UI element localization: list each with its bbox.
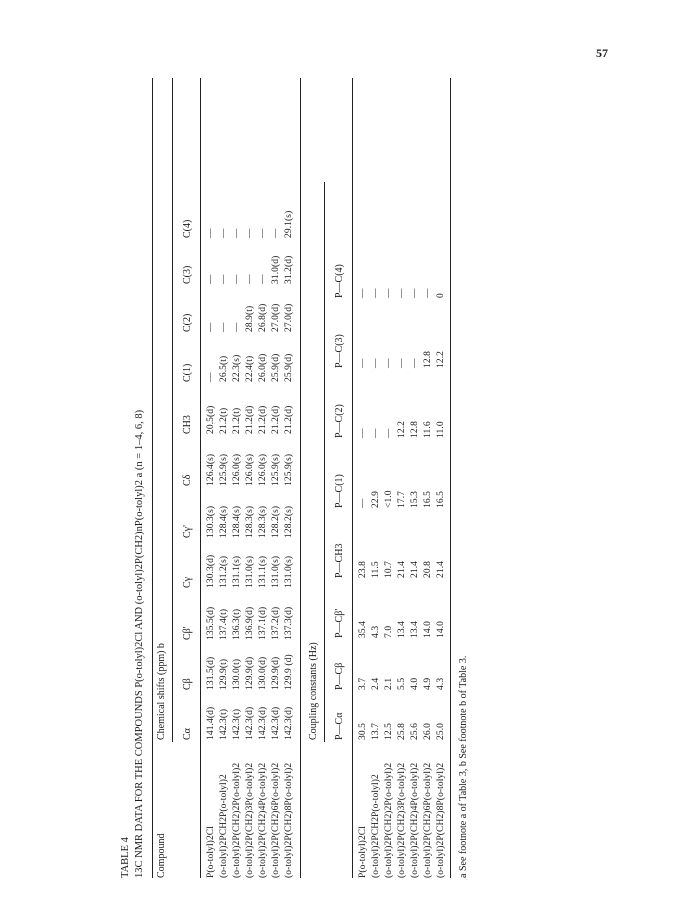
coupling-value: — <box>384 428 394 438</box>
shift-value: 130.3(d) <box>206 554 216 588</box>
shift-col-header: Cβ <box>182 678 193 690</box>
shift-value: — <box>219 274 229 284</box>
shift-value: 126.0(s) <box>232 453 242 486</box>
page-number: 57 <box>596 46 608 60</box>
compound-name: (o-tolyl)2P(CH2)4P(o-tolyl)2 <box>410 762 420 878</box>
coupling-value: — <box>397 358 407 368</box>
shift-value: 131.0(s) <box>245 555 255 588</box>
coupling-value: 13.4 <box>410 620 420 638</box>
shift-value: 129.9(t) <box>219 658 229 690</box>
shift-value: 131.2(s) <box>219 555 229 588</box>
shift-value: 142.3(t) <box>232 708 242 740</box>
shift-value: 22.3(s) <box>232 354 242 382</box>
coupling-value: 22.9 <box>371 490 381 508</box>
shift-value: 137.2(d) <box>271 606 281 640</box>
shift-value: 131.0(s) <box>284 555 294 588</box>
shift-value: 137.1(d) <box>258 606 268 640</box>
shift-value: 26.8(d) <box>258 303 268 332</box>
compound-name: (o-tolyl)2PCH2P(o-tolyl)2 <box>371 774 381 878</box>
shift-value: 125.9(s) <box>271 453 281 486</box>
compound-name: (o-tolyl)2P(CH2)6P(o-tolyl)2 <box>423 762 433 878</box>
shift-value: — <box>232 322 242 332</box>
coupling-value: — <box>371 358 381 368</box>
coupling-value: 23.8 <box>358 560 368 578</box>
coupling-value: 11.6 <box>423 421 433 438</box>
coupling-value: 2.1 <box>384 677 394 690</box>
compound-name: (o-tolyl)2P(CH2)8P(o-tolyl)2 <box>436 762 446 878</box>
shift-value: 136.3(t) <box>232 608 242 640</box>
compound-name: (o-tolyl)2PCH2P(o-tolyl)2 <box>219 774 229 878</box>
shift-value: — <box>206 322 216 332</box>
coupling-col-header: P—C(3) <box>334 334 345 368</box>
coupling-value: 0 <box>436 293 446 298</box>
coupling-value: 12.2 <box>436 350 446 368</box>
shift-value: 129.9(d) <box>271 656 281 690</box>
coupling-value: 25.6 <box>410 722 420 740</box>
shift-value: — <box>206 228 216 238</box>
shift-value: 25.9(d) <box>284 353 294 382</box>
table-label: TABLE 4 <box>120 837 131 878</box>
coupling-value: 5.5 <box>397 677 407 690</box>
compound-name: (o-tolyl)2P(CH2)2P(o-tolyl)2 <box>232 762 242 878</box>
compound-name: (o-tolyl)2P(CH2)8P(o-tolyl)2 <box>284 762 294 878</box>
coupling-value: 16.5 <box>423 490 433 508</box>
shift-value: 27.0(d) <box>284 303 294 332</box>
shift-value: 142.3(d) <box>245 706 255 740</box>
shift-value: 129.9 (d) <box>284 654 294 690</box>
shift-col-header: C(4) <box>182 219 193 238</box>
compound-header: Compound <box>156 833 167 878</box>
coupling-value: — <box>358 288 368 298</box>
coupling-value: 12.2 <box>397 420 407 438</box>
shift-value: 137.3(d) <box>284 606 294 640</box>
coupling-value: — <box>410 288 420 298</box>
shift-value: 135.5(d) <box>206 606 216 640</box>
coupling-value: 2.4 <box>371 677 381 690</box>
coupling-value: 17.7 <box>397 490 407 508</box>
shift-value: 28.9(t) <box>245 305 255 332</box>
coupling-value: — <box>358 358 368 368</box>
table-footnote: a See footnote a of Table 3, b See footnote b of Table 3. <box>458 655 469 878</box>
coupling-value: 14.0 <box>423 620 433 638</box>
compound-name: P(o-tolyl)2Cl <box>358 826 368 878</box>
shift-value: 31.2(d) <box>284 255 294 284</box>
coupling-value: 26.0 <box>423 722 433 740</box>
coupling-value: 25.0 <box>436 722 446 740</box>
coupling-value: 12.5 <box>384 722 394 740</box>
shift-value: 26.0(d) <box>258 353 268 382</box>
shift-value: 21.2(d) <box>284 405 294 434</box>
shift-value: 141.4(d) <box>206 706 216 740</box>
compound-name: P(o-tolyl)2Cl <box>206 826 216 878</box>
shift-value: 27.0(d) <box>271 303 281 332</box>
coupling-value: — <box>397 288 407 298</box>
shift-value: 130.3(s) <box>206 505 216 538</box>
shift-value: 21.2(d) <box>245 405 255 434</box>
bottom-rule <box>450 78 451 878</box>
top-rule <box>152 78 153 878</box>
compound-name: (o-tolyl)2P(CH2)2P(o-tolyl)2 <box>384 762 394 878</box>
shift-value: — <box>232 228 242 238</box>
shift-value: 128.2(s) <box>271 505 281 538</box>
coupling-value: <1.0 <box>384 490 394 508</box>
shift-value: 125.9(s) <box>284 453 294 486</box>
shift-col-header: Cα <box>182 728 193 740</box>
shift-value: 25.9(d) <box>271 353 281 382</box>
coupling-value: 21.4 <box>397 560 407 578</box>
coupling-value: 4.0 <box>410 677 420 690</box>
shift-value: — <box>271 228 281 238</box>
shift-value: 131.1(s) <box>258 555 268 588</box>
coupling-value: — <box>358 428 368 438</box>
compound-name: (o-tolyl)2P(CH2)6P(o-tolyl)2 <box>271 762 281 878</box>
shift-value: 128.2(s) <box>284 505 294 538</box>
coupling-value: 4.3 <box>371 625 381 638</box>
shift-value: — <box>219 322 229 332</box>
shift-value: 125.9(s) <box>219 453 229 486</box>
shift-value: 131.0(s) <box>271 555 281 588</box>
coupling-value: 11.5 <box>371 561 381 578</box>
shift-value: 21.2(d) <box>258 405 268 434</box>
coupling-value: — <box>410 358 420 368</box>
shift-value: 142.3(d) <box>284 706 294 740</box>
shift-value: — <box>258 274 268 284</box>
coupling-col-header: P—Cβ <box>334 662 345 690</box>
coupling-value: 12.8 <box>423 350 433 368</box>
coupling-header-rule <box>352 78 353 878</box>
shift-value: 142.3(t) <box>219 708 229 740</box>
shift-value: 130.0(t) <box>232 658 242 690</box>
shift-value: 22.4(t) <box>245 355 255 382</box>
coupling-col-header: P—C(1) <box>334 474 345 508</box>
shift-value: — <box>245 228 255 238</box>
shift-col-header: C(1) <box>182 363 193 382</box>
compound-name: (o-tolyl)2P(CH2)3P(o-tolyl)2 <box>245 762 255 878</box>
coupling-value: 4.9 <box>423 677 433 690</box>
shift-value: — <box>206 372 216 382</box>
coupling-value: — <box>371 428 381 438</box>
coupling-value: 21.4 <box>410 560 420 578</box>
coupling-value: 15.3 <box>410 490 420 508</box>
shift-col-header: Cβ' <box>182 626 193 640</box>
coupling-value: 20.8 <box>423 560 433 578</box>
shift-value: 21.2(d) <box>271 405 281 434</box>
coupling-value: 21.4 <box>436 560 446 578</box>
shift-value: 126.4(s) <box>206 453 216 486</box>
coupling-value: 4.3 <box>436 677 446 690</box>
shift-col-header: Cδ <box>182 474 193 486</box>
coupling-value: 13.4 <box>397 620 407 638</box>
coupling-col-header: P—Cβ' <box>334 608 345 638</box>
shift-value: — <box>245 274 255 284</box>
coupling-value: 12.8 <box>410 420 420 438</box>
coupling-value: 3.7 <box>358 677 368 690</box>
coupling-group-header: Coupling constants (Hz) <box>308 642 319 740</box>
shift-value: — <box>258 228 268 238</box>
shift-value: 29.1(s) <box>284 210 294 238</box>
shift-value: 21.2(t) <box>219 407 229 434</box>
coupling-col-header: P—CH3 <box>334 543 345 578</box>
coupling-value: 10.7 <box>384 560 394 578</box>
shift-value: 128.3(s) <box>245 505 255 538</box>
shift-col-header: Cγ' <box>182 525 193 538</box>
shift-value: 129.9(d) <box>245 656 255 690</box>
shift-value: 142.3(d) <box>271 706 281 740</box>
shift-value: 142.3(d) <box>258 706 268 740</box>
shift-value: 131.1(s) <box>232 555 242 588</box>
shift-value: 137.4(t) <box>219 608 229 640</box>
mid-rule <box>300 78 301 878</box>
shift-value: — <box>206 274 216 284</box>
rotated-table <box>120 78 540 878</box>
shift-value: — <box>219 228 229 238</box>
shift-value: 128.4(s) <box>219 505 229 538</box>
shift-header-rule <box>200 78 201 878</box>
shift-value: 128.4(s) <box>232 505 242 538</box>
shifts-group-rule <box>172 78 173 742</box>
shift-col-header: CH3 <box>182 415 193 434</box>
shift-value: 21.2(t) <box>232 407 242 434</box>
coupling-value: 25.8 <box>397 722 407 740</box>
coupling-value: 13.7 <box>371 722 381 740</box>
shift-value: 20.5(d) <box>206 405 216 434</box>
shifts-group-header: Chemical shifts (ppm) b <box>156 643 167 740</box>
coupling-value: 14.0 <box>436 620 446 638</box>
coupling-value: 11.0 <box>436 421 446 438</box>
shift-col-header: C(2) <box>182 313 193 332</box>
coupling-value: 7.0 <box>384 625 394 638</box>
coupling-value: 35.4 <box>358 620 368 638</box>
coupling-value: — <box>384 288 394 298</box>
shift-col-header: Cγ <box>182 576 193 588</box>
shift-col-header: C(3) <box>182 265 193 284</box>
coupling-value: 16.5 <box>436 490 446 508</box>
shift-value: 128.3(s) <box>258 505 268 538</box>
coupling-group-rule <box>324 182 325 742</box>
shift-value: — <box>232 274 242 284</box>
coupling-col-header: P—C(2) <box>334 404 345 438</box>
shift-value: 31.0(d) <box>271 255 281 284</box>
table-title: 13C NMR DATA FOR THE COMPOUNDS P(o-tolyl)2Cl AND (o-tolyl)2P(CH2)nP(o-tolyl)2 a (n = 1–4, 6, 8) <box>134 409 145 878</box>
coupling-value: 30.5 <box>358 722 368 740</box>
shift-value: 126.0(s) <box>258 453 268 486</box>
shift-value: 131.5(d) <box>206 656 216 690</box>
coupling-col-header: P—Cα <box>334 712 345 740</box>
shift-value: 126.0(s) <box>245 453 255 486</box>
coupling-value: — <box>371 288 381 298</box>
compound-name: (o-tolyl)2P(CH2)3P(o-tolyl)2 <box>397 762 407 878</box>
shift-value: 26.5(t) <box>219 355 229 382</box>
shift-value: 130.0(d) <box>258 656 268 690</box>
shift-value: 136.9(d) <box>245 606 255 640</box>
compound-name: (o-tolyl)2P(CH2)4P(o-tolyl)2 <box>258 762 268 878</box>
coupling-value: — <box>423 288 433 298</box>
coupling-col-header: P—C(4) <box>334 264 345 298</box>
coupling-value: — <box>384 358 394 368</box>
coupling-value: — <box>358 498 368 508</box>
